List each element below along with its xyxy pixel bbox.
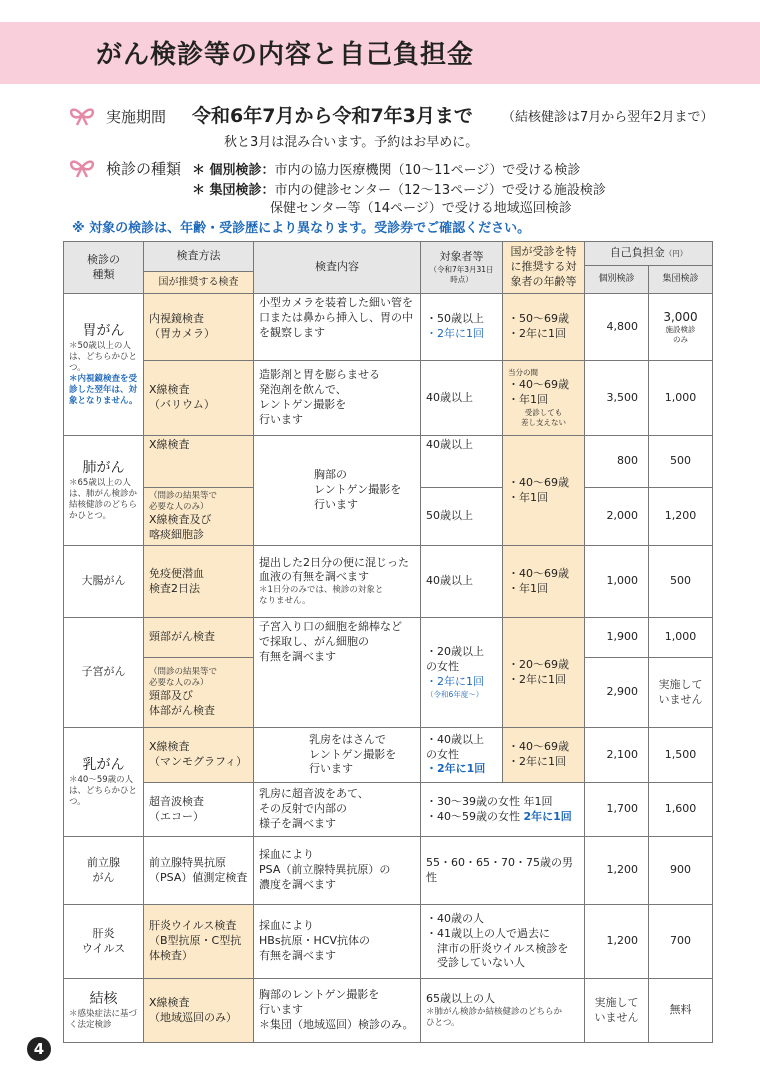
lung-name: 肺がん: [82, 459, 125, 476]
stomach-method-endoscopy: 内視鏡検査 （胃カメラ）: [144, 294, 254, 361]
ribbon-icon: [68, 104, 96, 126]
uterus-name: 子宮がん: [64, 618, 144, 728]
kinds-label: 検診の種類: [106, 160, 182, 178]
colon-content: 提出した2日分の便に混じった 血液の有無を調べます ＊1日分のみでは、検診の対象と なりません。: [254, 546, 421, 618]
prostate-fee-ind: 1,200: [585, 837, 649, 905]
kinds-line2: ＊ 集団検診：市内の健診センター（12〜13ページ）で受ける施設検診: [192, 183, 606, 198]
uterus-fee-grp-cervical: 1,000: [649, 618, 713, 658]
hepatitis-fee-ind: 1,200: [585, 905, 649, 979]
lung-fee-ind-sputum: 2,000: [585, 488, 649, 546]
colon-age: ・40〜69歳 ・年1回: [503, 546, 585, 618]
prostate-target: 55・60・65・70・75歳の男性: [421, 837, 585, 905]
page-title: がん検診等の内容と自己負担金: [96, 40, 475, 70]
breast-fee-ind-mammo: 2,100: [585, 728, 649, 783]
colon-name: 大腸がん: [64, 546, 144, 618]
header-group: 集団検診: [649, 266, 713, 294]
uterus-fee-ind-body: 2,900: [585, 658, 649, 728]
lung-method-sputum: （問診の結果等で 必要な人のみ） X線検査及び 喀痰細胞診: [144, 488, 254, 546]
ribbon-icon: [68, 156, 96, 178]
uterus-fee-ind-cervical: 1,900: [585, 618, 649, 658]
stomach-content-xray: 造影剤と胃を膨らませる 発泡剤を飲んで、 レントゲン撮影を 行います: [254, 361, 421, 436]
lung-target-xray: 40歳以上: [421, 436, 503, 488]
colon-target: 40歳以上: [421, 546, 503, 618]
period-label: 実施期間: [106, 108, 167, 126]
stomach-age-endoscopy: ・50〜69歳 ・2年に1回: [503, 294, 585, 361]
breast-name: 乳がん: [82, 756, 125, 773]
prostate-name: 前立腺 がん: [64, 837, 144, 905]
hepatitis-name: 肝炎 ウイルス: [64, 905, 144, 979]
breast-content-mammo: 乳房をはさんで レントゲン撮影を 行います: [254, 728, 421, 783]
tb-name: 結核: [89, 991, 118, 1007]
breast-fee-ind-echo: 1,700: [585, 783, 649, 837]
kinds-line3: 保健センター等（14ページ）で受ける地域巡回検診: [270, 201, 572, 216]
tb-fee-grp: 無料: [649, 979, 713, 1043]
breast-fee-grp-echo: 1,600: [649, 783, 713, 837]
stomach-fee-grp-xray: 1,000: [649, 361, 713, 436]
prostate-method: 前立腺特異抗原 （PSA）値測定検査: [144, 837, 254, 905]
tb-name-cell: 結核 ＊感染症法に基づく法定検診: [64, 979, 144, 1043]
stomach-name: 胃がん: [82, 322, 125, 339]
stomach-target-xray: 40歳以上: [421, 361, 503, 436]
header-type: 検診の 種類: [64, 242, 144, 294]
uterus-method-cervical: 頸部がん検査: [144, 618, 254, 658]
period-sub: 秋と3月は混み合います。予約はお早めに。: [224, 135, 479, 150]
header-method-sub: 国が推奨する検査: [144, 272, 254, 294]
period-note: （結核健診は7月から翌年2月まで）: [502, 110, 714, 125]
stomach-target-endoscopy: ・50歳以上 ・2年に1回: [421, 294, 503, 361]
breast-name-cell: 乳がん ＊40〜59歳の人は、どちらかひとつ。: [64, 728, 144, 837]
header-individual: 個別検診: [585, 266, 649, 294]
lung-fee-ind-xray: 800: [585, 436, 649, 488]
breast-age-mammo: ・40〜69歳 ・2年に1回: [503, 728, 585, 783]
breast-method-mammo: X線検査 （マンモグラフィ）: [144, 728, 254, 783]
hepatitis-content: 採血により HBs抗原・HCV抗体の 有無を調べます: [254, 905, 421, 979]
page-number: 4: [27, 1037, 51, 1061]
warning-note: ※ 対象の検診は、年齢・受診歴により異なります。受診券でご確認ください。: [72, 221, 531, 236]
tb-content: 胸部のレントゲン撮影を 行います ＊集団（地域巡回）検診のみ。: [254, 979, 421, 1043]
header-fee: 自己負担金（円）: [585, 242, 713, 266]
lung-fee-grp-sputum: 1,200: [649, 488, 713, 546]
stomach-content-endoscopy: 小型カメラを装着した細い管を 口または鼻から挿入し、胃の中 を観察します: [254, 294, 421, 361]
lung-name-cell: 肺がん ＊65歳以上の人は、肺がん検診か結核健診のどちらかひとつ。: [64, 436, 144, 546]
stomach-name-cell: 胃がん ＊50歳以上の人は、どちらかひとつ。 ＊内視鏡検査を受診した翌年は、対象となりません。: [64, 294, 144, 436]
stomach-method-xray: X線検査 （バリウム）: [144, 361, 254, 436]
stomach-fee-grp-endoscopy: 3,000 施設検診 のみ: [649, 294, 713, 361]
breast-method-echo: 超音波検査 （エコー）: [144, 783, 254, 837]
period-value: 令和6年7月から令和7年3月まで: [192, 105, 473, 127]
prostate-fee-grp: 900: [649, 837, 713, 905]
breast-target-echo: ・30〜39歳の女性 年1回 ・40〜59歳の女性 2年に1回: [421, 783, 585, 837]
header-content: 検査内容: [254, 242, 421, 294]
kinds-line1: ＊ 個別検診：市内の協力医療機関（10〜11ページ）で受ける検診: [192, 163, 581, 178]
hepatitis-method: 肝炎ウイルス検査 （B型抗原・C型抗 体検査）: [144, 905, 254, 979]
tb-fee-ind: 実施して いません: [585, 979, 649, 1043]
colon-fee-ind: 1,000: [585, 546, 649, 618]
header-age: 国が受診を特 に推奨する対 象者の年齢等: [503, 242, 585, 294]
breast-fee-grp-mammo: 1,500: [649, 728, 713, 783]
colon-fee-grp: 500: [649, 546, 713, 618]
header-method: 検査方法: [144, 242, 254, 272]
breast-target-mammo: ・40歳以上 の女性 ・2年に1回: [421, 728, 503, 783]
prostate-content: 採血により PSA（前立腺特異抗原）の 濃度を調べます: [254, 837, 421, 905]
lung-fee-grp-xray: 500: [649, 436, 713, 488]
lung-age: ・40〜69歳 ・年1回: [503, 436, 585, 546]
uterus-age: ・20〜69歳 ・2年に1回: [503, 618, 585, 728]
header-target: 対象者等 （令和7年3月31日 時点）: [421, 242, 503, 294]
lung-content: 胸部の レントゲン撮影を 行います: [254, 436, 421, 546]
uterus-method-body: （問診の結果等で 必要な人のみ） 頸部及び 体部がん検査: [144, 658, 254, 728]
lung-target-sputum: 50歳以上: [421, 488, 503, 546]
uterus-target: ・20歳以上 の女性 ・2年に1回 （令和6年度〜）: [421, 618, 503, 728]
uterus-content: 子宮入り口の細胞を綿棒など で採取し、がん細胞の 有無を調べます: [254, 618, 421, 728]
tb-method: X線検査 （地域巡回のみ）: [144, 979, 254, 1043]
page-header-band: [0, 22, 760, 84]
tb-target: 65歳以上の人 ＊肺がん検診か結核健診のどちらか ひとつ。: [421, 979, 585, 1043]
colon-method: 免疫便潜血 検査2日法: [144, 546, 254, 618]
lung-method-xray: X線検査: [144, 436, 254, 488]
stomach-age-xray: 当分の間 ・40〜69歳 ・年1回 受診しても 差し支えない: [503, 361, 585, 436]
uterus-fee-grp-body: 実施して いません: [649, 658, 713, 728]
screening-table: [63, 241, 713, 1043]
hepatitis-target: ・40歳の人 ・41歳以上の人で過去に 津市の肝炎ウイルス検診を 受診していない人: [421, 905, 585, 979]
stomach-fee-ind-endoscopy: 4,800: [585, 294, 649, 361]
breast-content-echo: 乳房に超音波をあて、 その反射で内部の 様子を調べます: [254, 783, 421, 837]
stomach-fee-ind-xray: 3,500: [585, 361, 649, 436]
hepatitis-fee-grp: 700: [649, 905, 713, 979]
